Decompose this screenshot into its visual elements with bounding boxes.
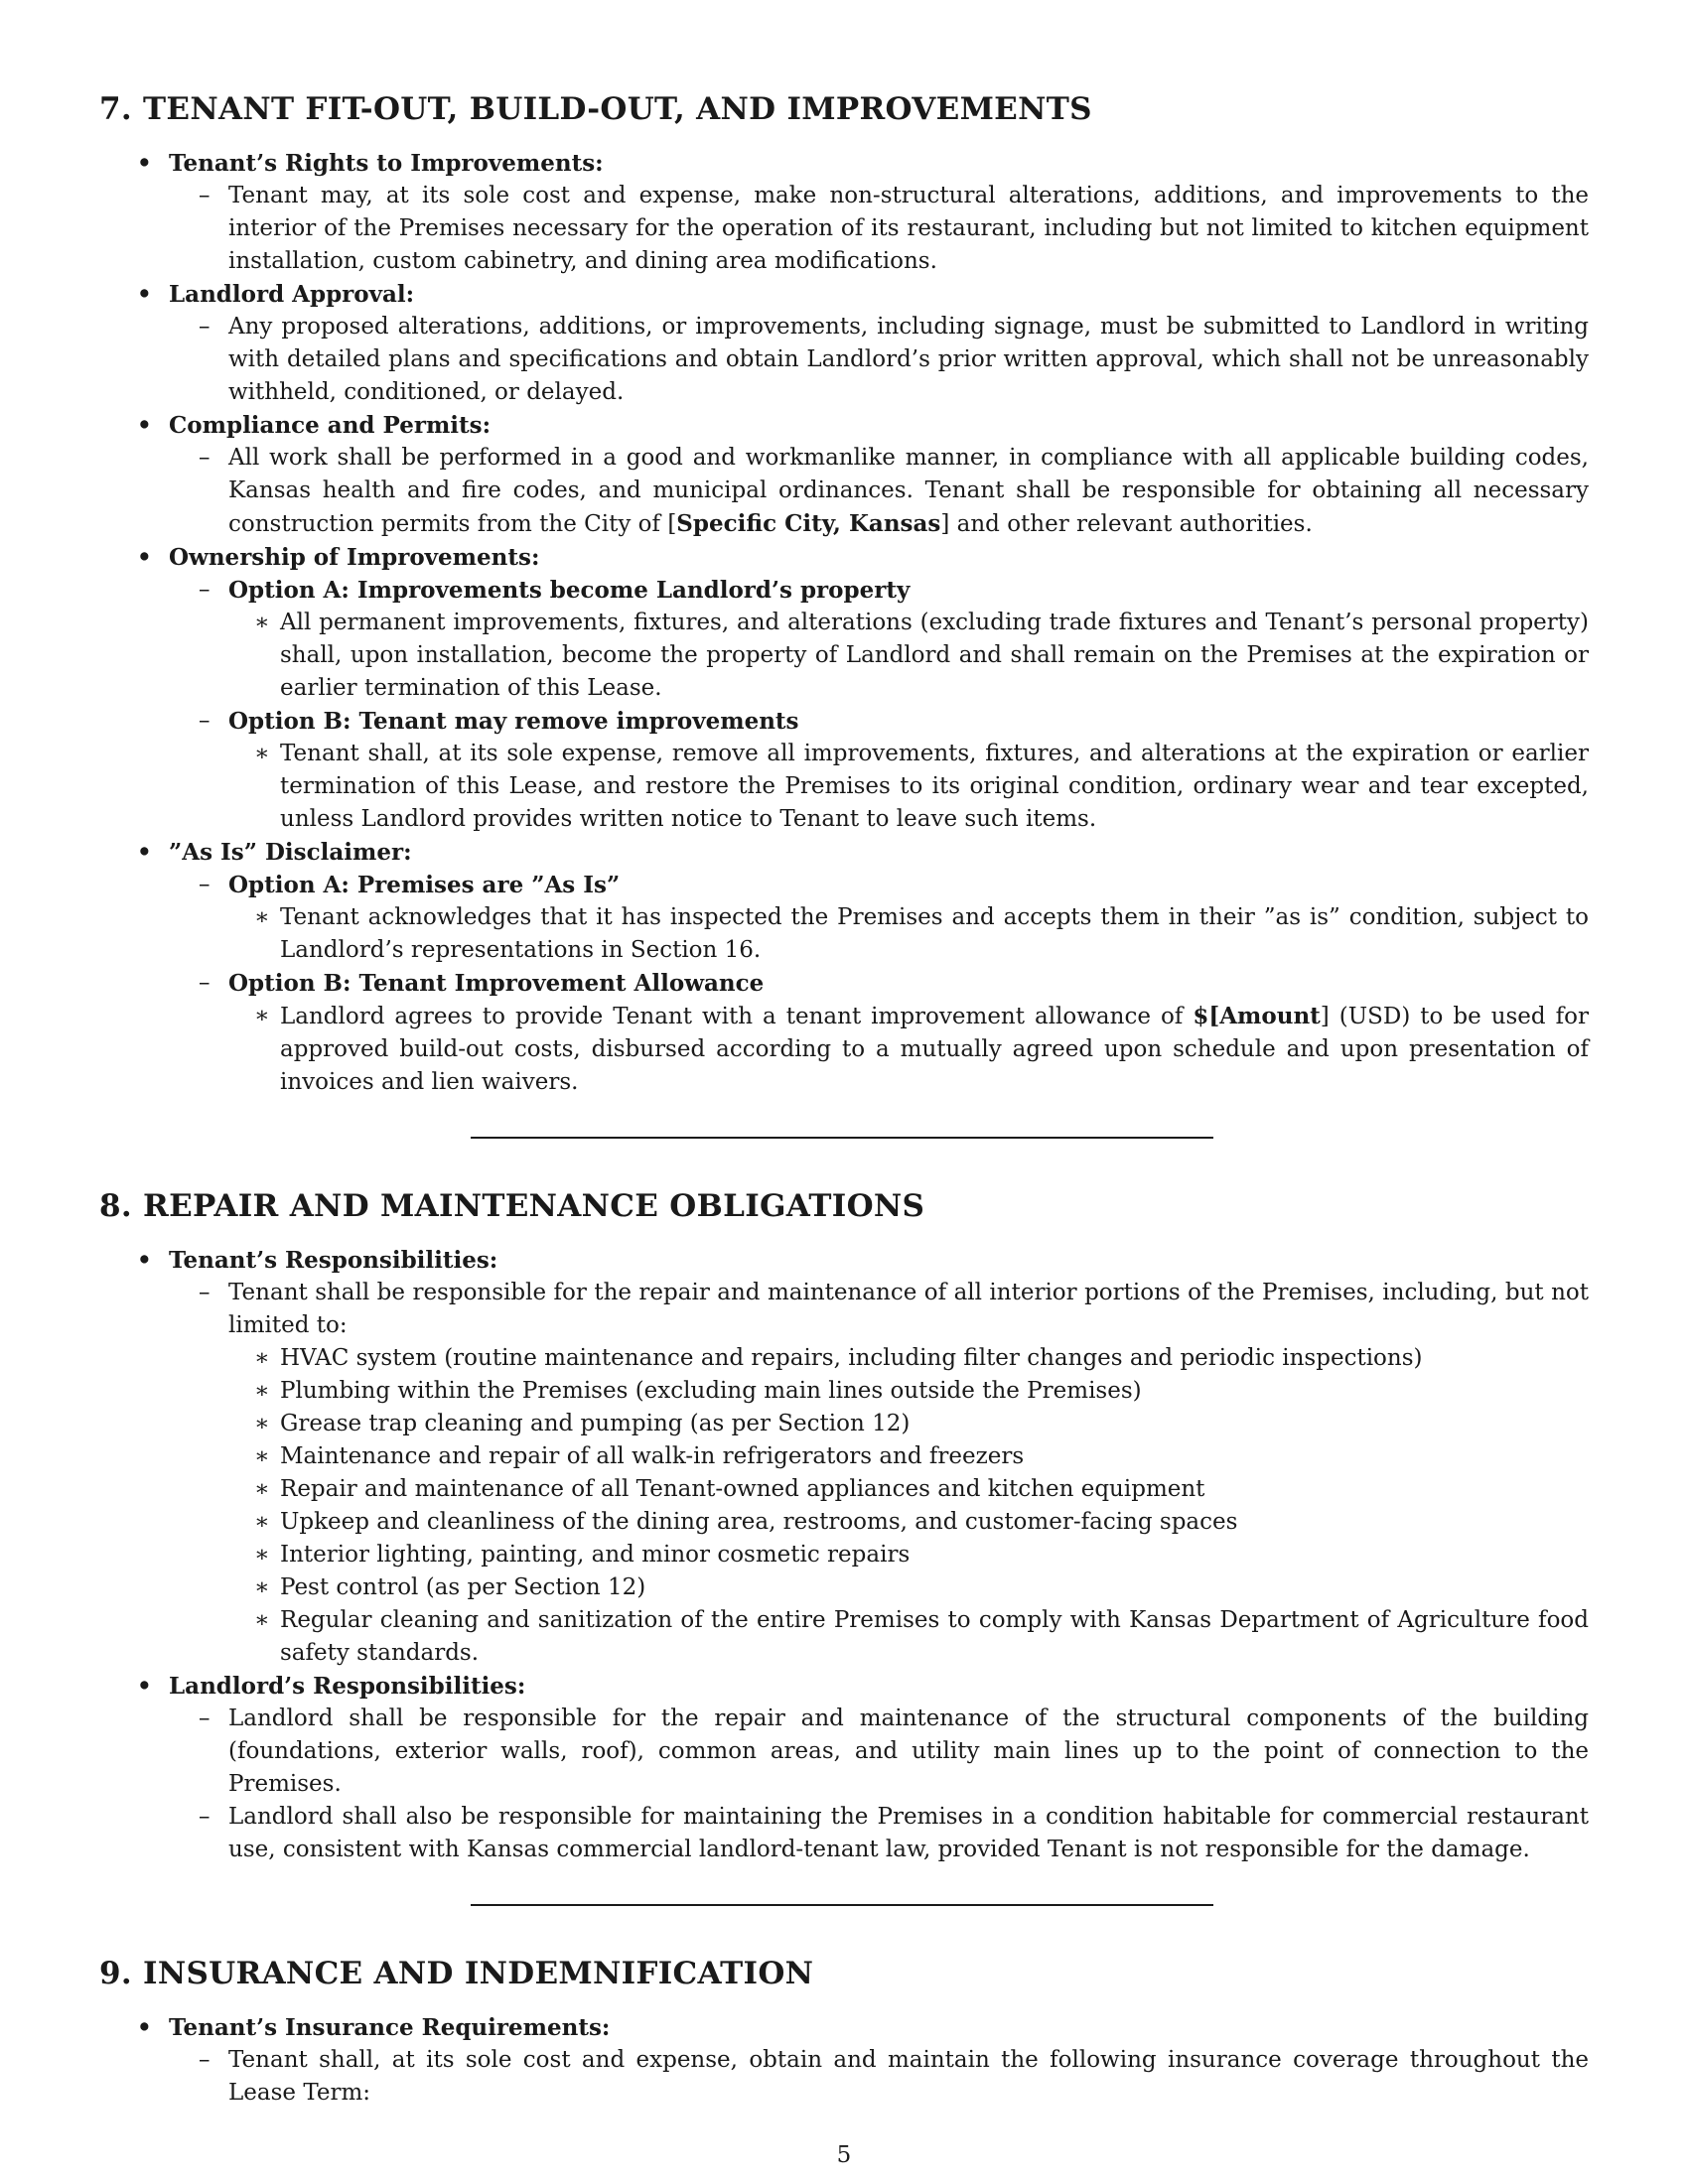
list-item-text: Regular cleaning and sanitization of the entire Premises to comply with Kansas Department of Agriculture food safety standards. <box>280 1607 1589 1666</box>
dash-marker: – <box>199 577 211 603</box>
section-9 <box>99 1956 1589 2110</box>
list-item <box>228 1440 1589 1473</box>
section-divider <box>471 1137 1213 1139</box>
list-item <box>228 1473 1589 1506</box>
star-marker: ∗ <box>254 1003 270 1028</box>
bullet-marker: • <box>137 2014 152 2041</box>
as-is-option-b-heading: Option B: Tenant Improvement Allowance <box>228 970 765 997</box>
bullet-marker: • <box>137 1673 152 1700</box>
bullet-marker: • <box>137 150 152 177</box>
list-item <box>228 1604 1589 1670</box>
dash-marker: – <box>199 314 211 340</box>
tenant-responsibilities-intro: Tenant shall be responsible for the repair and maintenance of all interior portions of the Premises, including, but not limited to: <box>228 1280 1589 1338</box>
star-marker: ∗ <box>254 1443 270 1469</box>
star-marker: ∗ <box>254 610 270 635</box>
list-item <box>169 1703 1589 1801</box>
ownership-option-a-heading: Option A: Improvements become Landlord’s property <box>228 577 911 604</box>
section-divider <box>471 1904 1213 1906</box>
dash-marker: – <box>199 1706 211 1731</box>
list-item <box>169 1801 1589 1866</box>
dash-marker: – <box>199 872 211 897</box>
tenant-insurance-item <box>99 2011 1589 2110</box>
dash-marker: – <box>199 2047 211 2073</box>
section-7 <box>99 91 1589 1099</box>
section-9-title: 9. INSURANCE AND INDEMNIFICATION <box>99 1956 814 1991</box>
ownership-heading: Ownership of Improvements: <box>169 544 540 571</box>
as-is-item <box>99 836 1589 1099</box>
as-is-option-a-text: Tenant acknowledges that it has inspected the Premises and accepts them in their ”as is” condition, subject to Landlord’s representations in Section 16. <box>280 904 1589 963</box>
tenant-insurance-heading: Tenant’s Insurance Requirements: <box>169 2014 611 2041</box>
star-marker: ∗ <box>254 1542 270 1568</box>
compliance-text-a: All work shall be performed in a good and workmanlike manner, in compliance with all applicable building codes, Kansas health and fire codes, and municipal ordinances. Tenant shall be responsible for obtaining all necessary construction permits from the City of [ <box>228 445 1589 537</box>
list-item-text: Landlord shall also be responsible for maintaining the Premises in a condition habitable for commercial restaurant use, consistent with Kansas commercial landlord-tenant law, provided Tenant is not responsible for the damage. <box>228 1804 1589 1862</box>
landlord-approval-text: Any proposed alterations, additions, or improvements, including signage, must be submitted to Landlord in writing with detailed plans and specifications and obtain Landlord’s prior written approval, which shall not be unreasonably withheld, conditioned, or delayed. <box>228 314 1589 405</box>
section-7-title: 7. TENANT FIT-OUT, BUILD-OUT, AND IMPROVEMENTS <box>99 91 1092 127</box>
allowance-amount: $[Amount <box>1193 1003 1321 1029</box>
tenant-insurance-text: Tenant shall, at its sole cost and expense, obtain and maintain the following insurance coverage throughout the Lease Term: <box>228 2047 1589 2106</box>
star-marker: ∗ <box>254 1476 270 1502</box>
as-is-heading: ”As Is” Disclaimer: <box>169 839 412 866</box>
star-marker: ∗ <box>254 741 270 766</box>
list-item-text: Upkeep and cleanliness of the dining area, restrooms, and customer-facing spaces <box>280 1509 1238 1535</box>
star-marker: ∗ <box>254 1345 270 1371</box>
as-is-option-a-heading: Option A: Premises are ”As Is” <box>228 872 621 898</box>
compliance-city: Specific City, Kansas <box>676 510 941 537</box>
document-page <box>99 91 1589 2110</box>
dash-marker: – <box>199 1280 211 1305</box>
tenant-rights-text: Tenant may, at its sole cost and expense, make non-structural alterations, additions, and improvements to the interior of the Premises necessary for the operation of its restaurant, including but not limited to kitchen equipment installation, custom cabinetry, and dining area modifications. <box>228 183 1589 274</box>
landlord-responsibilities-heading: Landlord’s Responsibilities: <box>169 1673 526 1700</box>
page-number: 5 <box>836 2142 852 2168</box>
list-item <box>228 1375 1589 1408</box>
list-item-text: HVAC system (routine maintenance and repairs, including filter changes and periodic inspections) <box>280 1345 1423 1371</box>
dash-marker: – <box>199 970 211 996</box>
ownership-item <box>99 541 1589 836</box>
bullet-marker: • <box>137 544 152 571</box>
bullet-marker: • <box>137 1247 152 1274</box>
list-item <box>228 1342 1589 1375</box>
landlord-approval-heading: Landlord Approval: <box>169 281 415 308</box>
star-marker: ∗ <box>254 1378 270 1404</box>
dash-marker: – <box>199 445 211 471</box>
star-marker: ∗ <box>254 1574 270 1600</box>
tenant-responsibilities-heading: Tenant’s Responsibilities: <box>169 1247 498 1274</box>
list-item <box>228 1408 1589 1440</box>
list-item <box>228 1571 1589 1604</box>
landlord-responsibilities-item <box>99 1670 1589 1866</box>
list-item <box>228 1506 1589 1539</box>
list-item-text: Maintenance and repair of all walk-in refrigerators and freezers <box>280 1443 1025 1469</box>
star-marker: ∗ <box>254 1411 270 1436</box>
list-item-text: Repair and maintenance of all Tenant-owned appliances and kitchen equipment <box>280 1476 1205 1502</box>
section-8-title: 8. REPAIR AND MAINTENANCE OBLIGATIONS <box>99 1188 925 1224</box>
list-item-text: Interior lighting, painting, and minor cosmetic repairs <box>280 1542 911 1568</box>
list-item-text: Pest control (as per Section 12) <box>280 1574 646 1600</box>
list-item-text: Grease trap cleaning and pumping (as per Section 12) <box>280 1411 911 1436</box>
compliance-item <box>99 409 1589 541</box>
star-marker: ∗ <box>254 1607 270 1633</box>
ownership-option-b-text: Tenant shall, at its sole expense, remove all improvements, fixtures, and alterations at the expiration or earlier termination of this Lease, and restore the Premises to its original condition, ordinary wear and tear excepted, unless Landlord provides written notice to Tenant to leave such items. <box>280 741 1589 832</box>
bullet-marker: • <box>137 839 152 866</box>
dash-marker: – <box>199 1804 211 1830</box>
list-item-text: Plumbing within the Premises (excluding main lines outside the Premises) <box>280 1378 1142 1404</box>
star-marker: ∗ <box>254 904 270 930</box>
as-is-option-b-text-a: Landlord agrees to provide Tenant with a tenant improvement allowance of <box>280 1004 1194 1029</box>
as-is-option-b-text-b: ] (USD) to be used for approved build-out costs, disbursed according to a mutually agreed upon schedule and upon presentation of invoices and lien waivers. <box>280 1004 1589 1095</box>
compliance-text-b: ] and other relevant authorities. <box>940 511 1313 537</box>
list-item <box>228 1539 1589 1571</box>
ownership-option-a-text: All permanent improvements, fixtures, and alterations (excluding trade fixtures and Tenant’s personal property) shall, upon installation, become the property of Landlord and shall remain on the Premises at the expiration or earlier termination of this Lease. <box>280 610 1589 701</box>
dash-marker: – <box>199 708 211 734</box>
star-marker: ∗ <box>254 1509 270 1535</box>
landlord-approval-item <box>99 278 1589 409</box>
compliance-heading: Compliance and Permits: <box>169 412 492 439</box>
ownership-option-b-heading: Option B: Tenant may remove improvements <box>228 708 799 735</box>
tenant-rights-item <box>99 147 1589 278</box>
bullet-marker: • <box>137 281 152 308</box>
tenant-rights-heading: Tenant’s Rights to Improvements: <box>169 150 604 177</box>
bullet-marker: • <box>137 412 152 439</box>
dash-marker: – <box>199 183 211 208</box>
list-item-text: Landlord shall be responsible for the repair and maintenance of the structural components of the building (foundations, exterior walls, roof), common areas, and utility main lines up to the point of connection to the Premises. <box>228 1706 1589 1797</box>
section-8 <box>99 1188 1589 1866</box>
tenant-responsibilities-item <box>99 1244 1589 1670</box>
